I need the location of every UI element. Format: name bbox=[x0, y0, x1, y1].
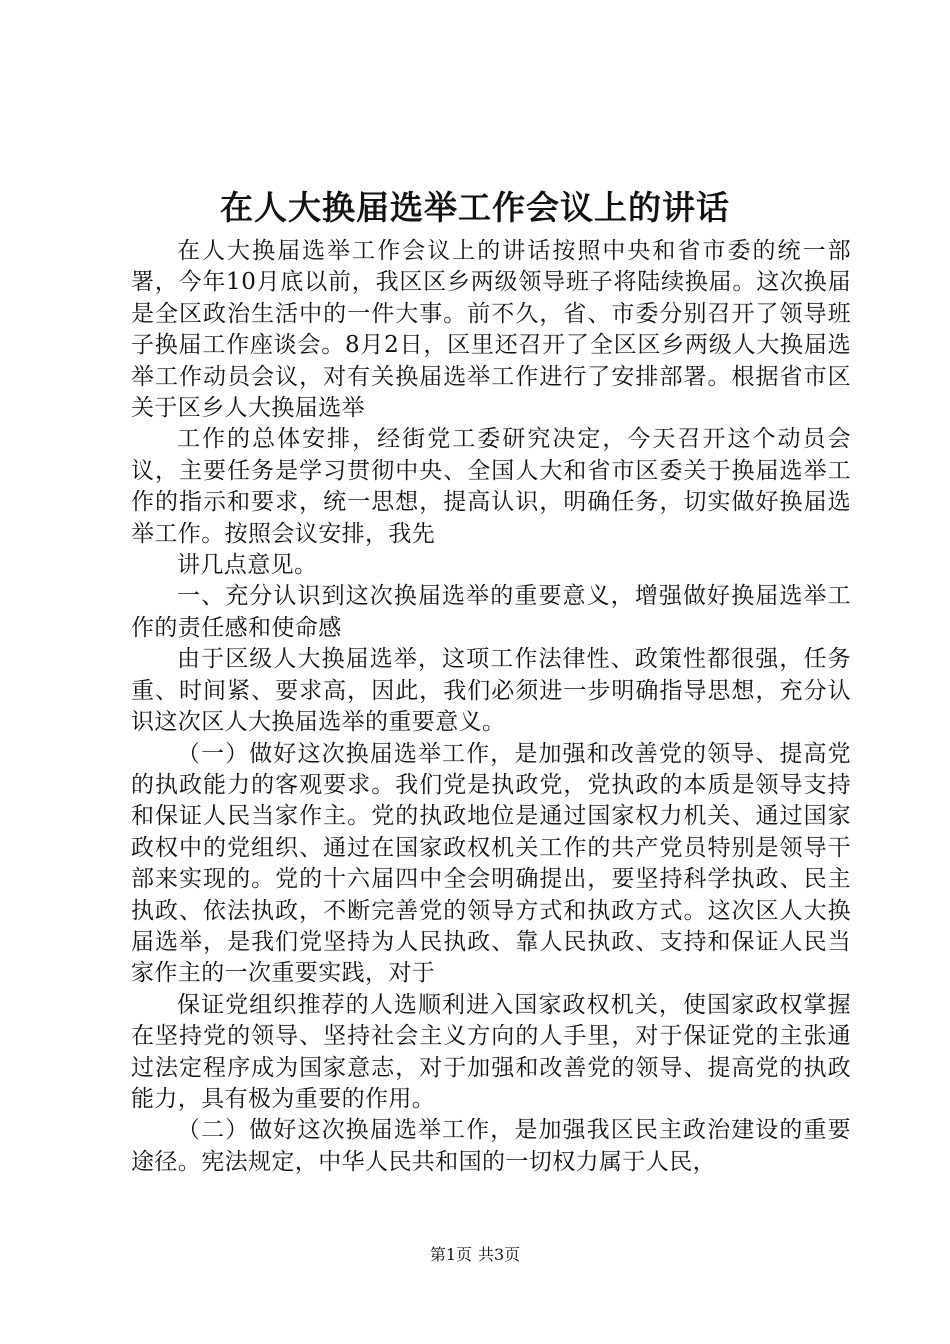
section-heading: 一、充分认识到这次换届选举的重要意义，增强做好换届选举工作的责任感和使命感 bbox=[131, 583, 851, 641]
document-body bbox=[131, 236, 851, 1178]
paragraph: 在人大换届选举工作会议上的讲话按照中央和省市委的统一部署，今年10月底以前，我区区乡两级领导班子将陆续换届。这次换届是全区政治生活中的一件大事。前不久，省、市委分别召开了领导班子换届工作座谈会。8月2日，区里还召开了全区区乡两级人大换届选举工作动员会议，对有关换届选举工作进行了安排部署。根据省市区关于区乡人大换届选举 bbox=[131, 238, 851, 422]
paragraph: （二）做好这次换届选举工作，是加强我区民主政治建设的重要途径。宪法规定，中华人民共和国的一切权力属于人民， bbox=[131, 1117, 851, 1175]
paragraph: 由于区级人大换届选举，这项工作法律性、政策性都很强，任务重、时间紧、要求高，因此，我们必须进一步明确指导思想，充分认识这次区人大换届选举的重要意义。 bbox=[131, 646, 851, 736]
paragraph: 保证党组织推荐的人选顺利进入国家政权机关，使国家政权掌握在坚持党的领导、坚持社会主义方向的人手里，对于保证党的主张通过法定程序成为国家意志，对于加强和改善党的领导、提高党的执政能力，具有极为重要的作用。 bbox=[131, 991, 851, 1112]
page-number: 第1页 bbox=[429, 1245, 472, 1264]
paragraph: 讲几点意见。 bbox=[177, 552, 318, 579]
page-total: 共3页 bbox=[478, 1245, 521, 1264]
paragraph: （一）做好这次换届选举工作，是加强和改善党的领导、提高党的执政能力的客观要求。我们党是执政党，党执政的本质是领导支持和保证人民当家作主。党的执政地位是通过国家权力机关、通过国家政权中的党组织、通过在国家政权机关工作的共产党员特别是领导干部来实现的。党的十六届四中全会明确提出，要坚持科学执政、民主执政、依法执政，不断完善党的领导方式和执政方式。这次区人大换届选举，是我们党坚持为人民执政、靠人民执政、支持和保证人民当家作主的一次重要实践，对于 bbox=[131, 740, 851, 987]
page-footer bbox=[0, 1244, 950, 1266]
document-title: 在人大换届选举工作会议上的讲话 bbox=[220, 188, 730, 227]
paragraph: 工作的总体安排，经街党工委研究决定，今天召开这个动员会议，主要任务是学习贯彻中央、全国人大和省市区委关于换届选举工作的指示和要求，统一思想，提高认识，明确任务，切实做好换届选举工作。按照会议安排，我先 bbox=[131, 426, 851, 547]
